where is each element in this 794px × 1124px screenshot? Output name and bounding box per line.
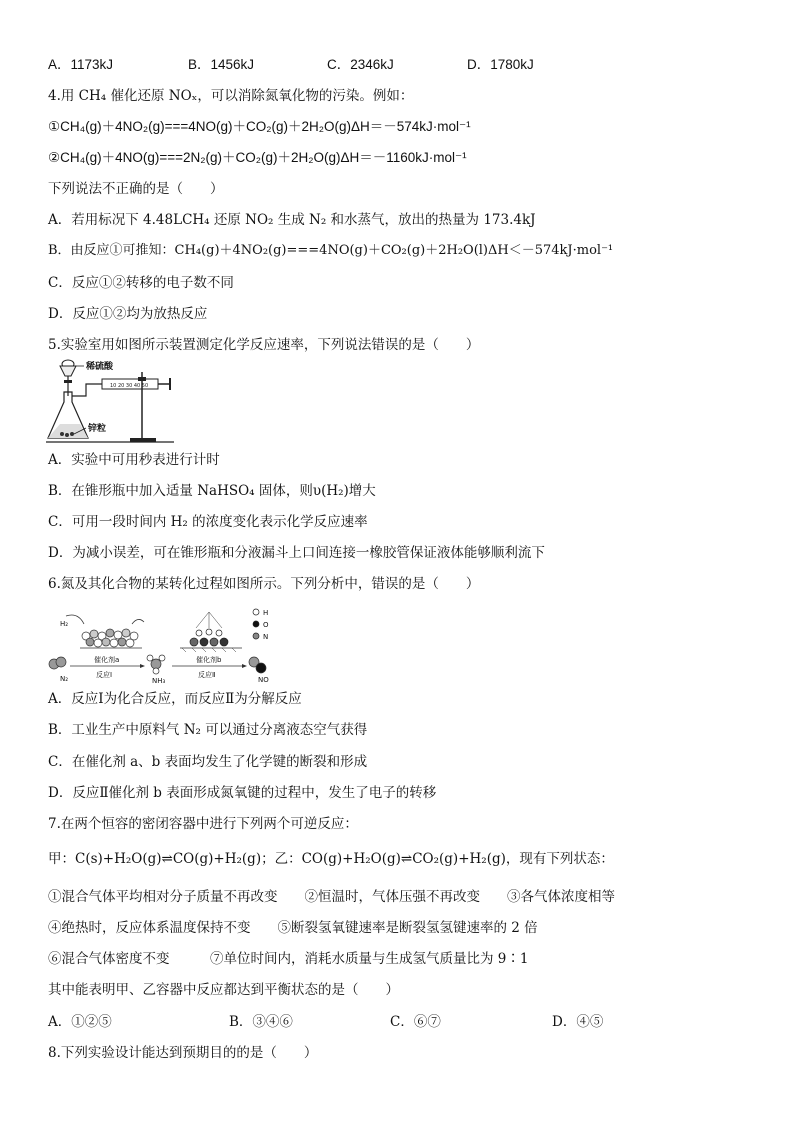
q7-option-c: C．⑥⑦ xyxy=(390,1014,441,1030)
q4-stem: 4.用 CH₄ 催化还原 NOₓ，可以消除氮氧化物的污染。例如： xyxy=(48,88,414,104)
clamp xyxy=(138,377,146,381)
catalyst-a-surface xyxy=(80,629,142,648)
q3-option-d: D．1780kJ xyxy=(467,57,534,72)
q5-stem: 5.实验室用如图所示装置测定化学反应速率，下列说法错误的是（ ） xyxy=(48,337,480,353)
q4-question: 下列说法不正确的是（ ） xyxy=(48,181,224,197)
label-catalyst-a: 催化剂a xyxy=(94,656,120,664)
label-reaction-1: 反应Ⅰ xyxy=(96,671,113,679)
legend-n: N xyxy=(263,633,269,641)
q4-option-c: C．反应①②转移的电子数不同 xyxy=(48,275,234,291)
label-catalyst-b: 催化剂b xyxy=(196,656,222,664)
syringe-scale: 10 20 30 40 50 xyxy=(110,383,149,389)
legend-o: O xyxy=(263,621,269,629)
q7-states-row-3: ⑥混合气体密度不变 ⑦单位时间内，消耗水质量与生成氢气质量比为 9∶1 xyxy=(48,951,529,967)
q6-option-c: C．在催化剂 a、b 表面均发生了化学键的断裂和形成 xyxy=(48,754,368,770)
q6-stem: 6.氮及其化合物的某转化过程如图所示。下列分析中，错误的是（ ） xyxy=(48,576,480,592)
q4-option-b: B．由反应①可推知：CH₄(g)＋4NO₂(g)===4NO(g)＋CO₂(g)＋2H₂O(l)ΔH＜－574kJ·mol⁻¹ xyxy=(48,243,614,258)
iron-stand-base xyxy=(130,438,156,442)
gas-tube xyxy=(72,384,102,396)
q6-option-d: D．反应Ⅱ催化剂 b 表面形成氮氧键的过程中，发生了电子的转移 xyxy=(48,785,437,801)
q3-option-a: A．1173kJ xyxy=(48,57,114,72)
q6-option-a: A．反应Ⅰ为化合反应，而反应Ⅱ为分解反应 xyxy=(48,691,302,707)
q8-stem: 8.下列实验设计能达到预期目的的是（ ） xyxy=(48,1045,318,1061)
q4-equation-1: ①CH₄(g)＋4NO₂(g)===4NO(g)＋CO₂(g)＋2H₂O(g)ΔH＝－574kJ·mol⁻¹ xyxy=(48,119,471,134)
q5-apparatus-figure xyxy=(46,358,176,444)
q4-equation-2: ②CH₄(g)＋4NO(g)===2N₂(g)＋CO₂(g)＋2H₂O(g)ΔH＝－1160kJ·mol⁻¹ xyxy=(48,150,467,165)
stopcock xyxy=(64,380,72,383)
q7-states-row-1: ①混合气体平均相对分子质量不再改变 ②恒温时，气体压强不再改变 ③各气体浓度相等 xyxy=(48,889,615,905)
figure-legend xyxy=(253,609,269,641)
q7-states-row-2: ④绝热时，反应体系温度保持不变 ⑤断裂氢氧键速率是断裂氢氢键速率的 2 倍 xyxy=(48,920,538,936)
q6-option-b: B．工业生产中原料气 N₂ 可以通过分离液态空气获得 xyxy=(48,722,368,738)
q5-option-b: B．在锥形瓶中加入适量 NaHSO₄ 固体，则υ(H₂)增大 xyxy=(48,483,376,499)
label-reaction-2: 反应Ⅱ xyxy=(198,671,216,679)
q4-option-a: A．若用标况下 4.48LCH₄ 还原 NO₂ 生成 N₂ 和水蒸气，放出的热量为 173.4kJ xyxy=(48,212,536,228)
q3-option-c: C．2346kJ xyxy=(327,57,394,72)
label-nh3: NH₃ xyxy=(152,677,166,684)
catalyst-b-surface xyxy=(180,612,242,652)
label-h2: H₂ xyxy=(60,620,69,628)
q7-option-d: D．④⑤ xyxy=(552,1014,604,1030)
q3-option-b: B．1456kJ xyxy=(188,57,255,72)
nh3-molecule xyxy=(151,659,161,669)
q5-option-a: A．实验中可用秒表进行计时 xyxy=(48,452,220,468)
label-dilute-sulfuric-acid: 稀硫酸 xyxy=(86,362,114,372)
q7-option-b: B．③④⑥ xyxy=(229,1014,293,1030)
separatory-funnel xyxy=(60,366,76,376)
q4-option-d: D．反应①②均为放热反应 xyxy=(48,306,208,322)
label-zinc-granules: 锌粒 xyxy=(88,424,107,434)
q6-transformation-figure xyxy=(46,602,276,684)
legend-h: H xyxy=(263,609,269,617)
q7-question: 其中能表明甲、乙容器中反应都达到平衡状态的是（ ） xyxy=(48,982,399,998)
q7-stem: 7.在两个恒容的密闭容器中进行下列两个可逆反应： xyxy=(48,816,358,832)
label-no: NO xyxy=(258,676,269,684)
q5-option-d: D．为减小误差，可在锥形瓶和分液漏斗上口间连接一橡胶管保证液体能够顺利流下 xyxy=(48,545,545,561)
q7-reactions: 甲：C(s)+H₂O(g)⇌CO(g)+H₂(g)；乙：CO(g)+H₂O(g)⇌CO₂(g)+H₂(g)，现有下列状态： xyxy=(48,851,614,867)
label-n2: N₂ xyxy=(60,675,69,683)
q7-option-a: A．①②⑤ xyxy=(48,1014,112,1030)
q5-option-c: C．可用一段时间内 H₂ 的浓度变化表示化学反应速率 xyxy=(48,514,368,530)
